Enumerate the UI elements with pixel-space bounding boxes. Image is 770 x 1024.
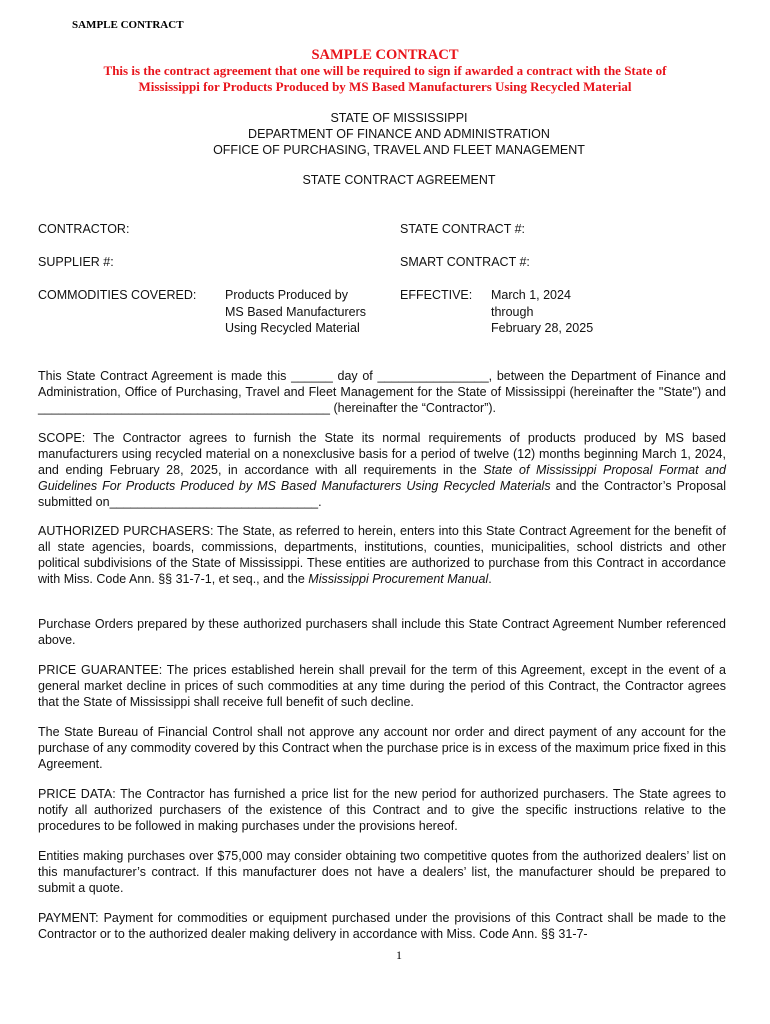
page-number: 1 (396, 948, 402, 962)
notice-title: SAMPLE CONTRACT (311, 47, 459, 63)
notice-line-2: Mississippi for Products Produced by MS Based Manufacturers Using Recycled Material (138, 79, 632, 94)
price-guarantee-paragraph: PRICE GUARANTEE: The prices established herein shall prevail for the term of this Agreement, except in the event of a general market decline in prices of such commodities at any time during the period of this Contract, the Contractor agrees that the State of Mississippi shall receive full benefit of such decline. (38, 663, 726, 709)
scope-text-end: and the Contractor’s Proposal submitted on______________________________. (38, 479, 726, 509)
price-data-paragraph: PRICE DATA: The Contractor has furnished a price list for the new period for authorized purchasers. The State agrees to notify all authorized purchasers of the existence of this Contract and to give the specific instructions relative to the procedures to be followed in making purchases under the provisions hereof. (38, 787, 726, 833)
authorized-italic-text: Mississippi Procurement Manual (308, 572, 489, 586)
purchase-orders-paragraph: Purchase Orders prepared by these authorized purchasers shall include this State Contract Agreement Number referenced above. (38, 617, 726, 647)
commodities-label: COMMODITIES COVERED: (38, 288, 197, 302)
notice-line-1: This is the contract agreement that one will be required to sign if awarded a contract with the State of (103, 63, 667, 78)
authorized-text-end: . (488, 572, 492, 586)
state-contract-label: STATE CONTRACT #: (400, 222, 526, 236)
effective-line-2: through (491, 304, 534, 319)
department-line-1: STATE OF MISSISSIPPI (330, 111, 468, 125)
effective-label: EFFECTIVE: (400, 288, 473, 302)
scope-italic-text: State of Mississippi Proposal Format and Guidelines For Products Produced by MS Based Manufacturers Using Recycled Materials (38, 463, 726, 493)
payment-paragraph: PAYMENT: Payment for commodities or equipment purchased under the provisions of this Contract shall be made to the Contractor or to the authorized dealer making delivery in accordance with Miss. Code Ann. §§ 31-7- (38, 911, 726, 941)
department-line-2: DEPARTMENT OF FINANCE AND ADMINISTRATION (248, 127, 550, 141)
effective-value (491, 287, 593, 337)
supplier-label: SUPPLIER #: (38, 255, 114, 269)
contractor-label: CONTRACTOR: (38, 222, 130, 236)
commodities-line-1: Products Produced by (225, 288, 348, 302)
entities-paragraph: Entities making purchases over $75,000 may consider obtaining two competitive quotes from the authorized dealers’ list on this manufacturer’s contract. If this manufacturer does not have a dealers’ list, the manufacturer should be prepared to submit a quote. (38, 849, 726, 895)
agreement-title: STATE CONTRACT AGREEMENT (302, 173, 496, 187)
sample-contract-notice (30, 47, 740, 95)
bureau-paragraph: The State Bureau of Financial Control shall not approve any account nor order and direct payment of any account for the purchase of any commodity covered by this Contract when the purchase price is in excess of the maximum price fixed in this Agreement. (38, 725, 726, 771)
effective-line-3: February 28, 2025 (491, 321, 594, 335)
commodities-line-3: Using Recycled Material (225, 321, 360, 335)
intro-paragraph: This State Contract Agreement is made this ______ day of ________________, between the Department of Finance and Administration, Office of Purchasing, Travel and Fleet Management for the State of Mississippi (hereinafter the "State") and __________________________________________ (hereinafter the “Contractor”). (38, 369, 726, 415)
authorized-purchasers-paragraph (38, 523, 726, 587)
header-label: SAMPLE CONTRACT (72, 19, 184, 31)
smart-contract-label: SMART CONTRACT #: (400, 255, 530, 269)
commodities-line-2: MS Based Manufacturers (225, 304, 367, 319)
department-heading (0, 110, 770, 158)
effective-line-1: March 1, 2024 (491, 288, 571, 302)
department-line-3: OFFICE OF PURCHASING, TRAVEL AND FLEET MANAGEMENT (213, 143, 585, 157)
authorized-text: AUTHORIZED PURCHASERS: The State, as referred to herein, enters into this State Contract Agreement for the benefit of all state agencies, boards, commissions, departments, institutions, counties, municipalities, school districts and other political subdivisions of the State of Mississippi. These entities are authorized to purchase from this Contract in accordance with Miss. Code Ann. §§ 31-7-1, et seq., and the (38, 524, 726, 586)
scope-text: SCOPE: The Contractor agrees to furnish the State its normal requirements of products produced by MS based manufacturers using recycled material on a nonexclusive basis for a period of twelve (12) months beginning March 1, 2024, and ending February 28, 2025, in accordance with all requirements in the (38, 431, 726, 477)
scope-paragraph (38, 430, 726, 510)
commodities-value (225, 287, 366, 337)
